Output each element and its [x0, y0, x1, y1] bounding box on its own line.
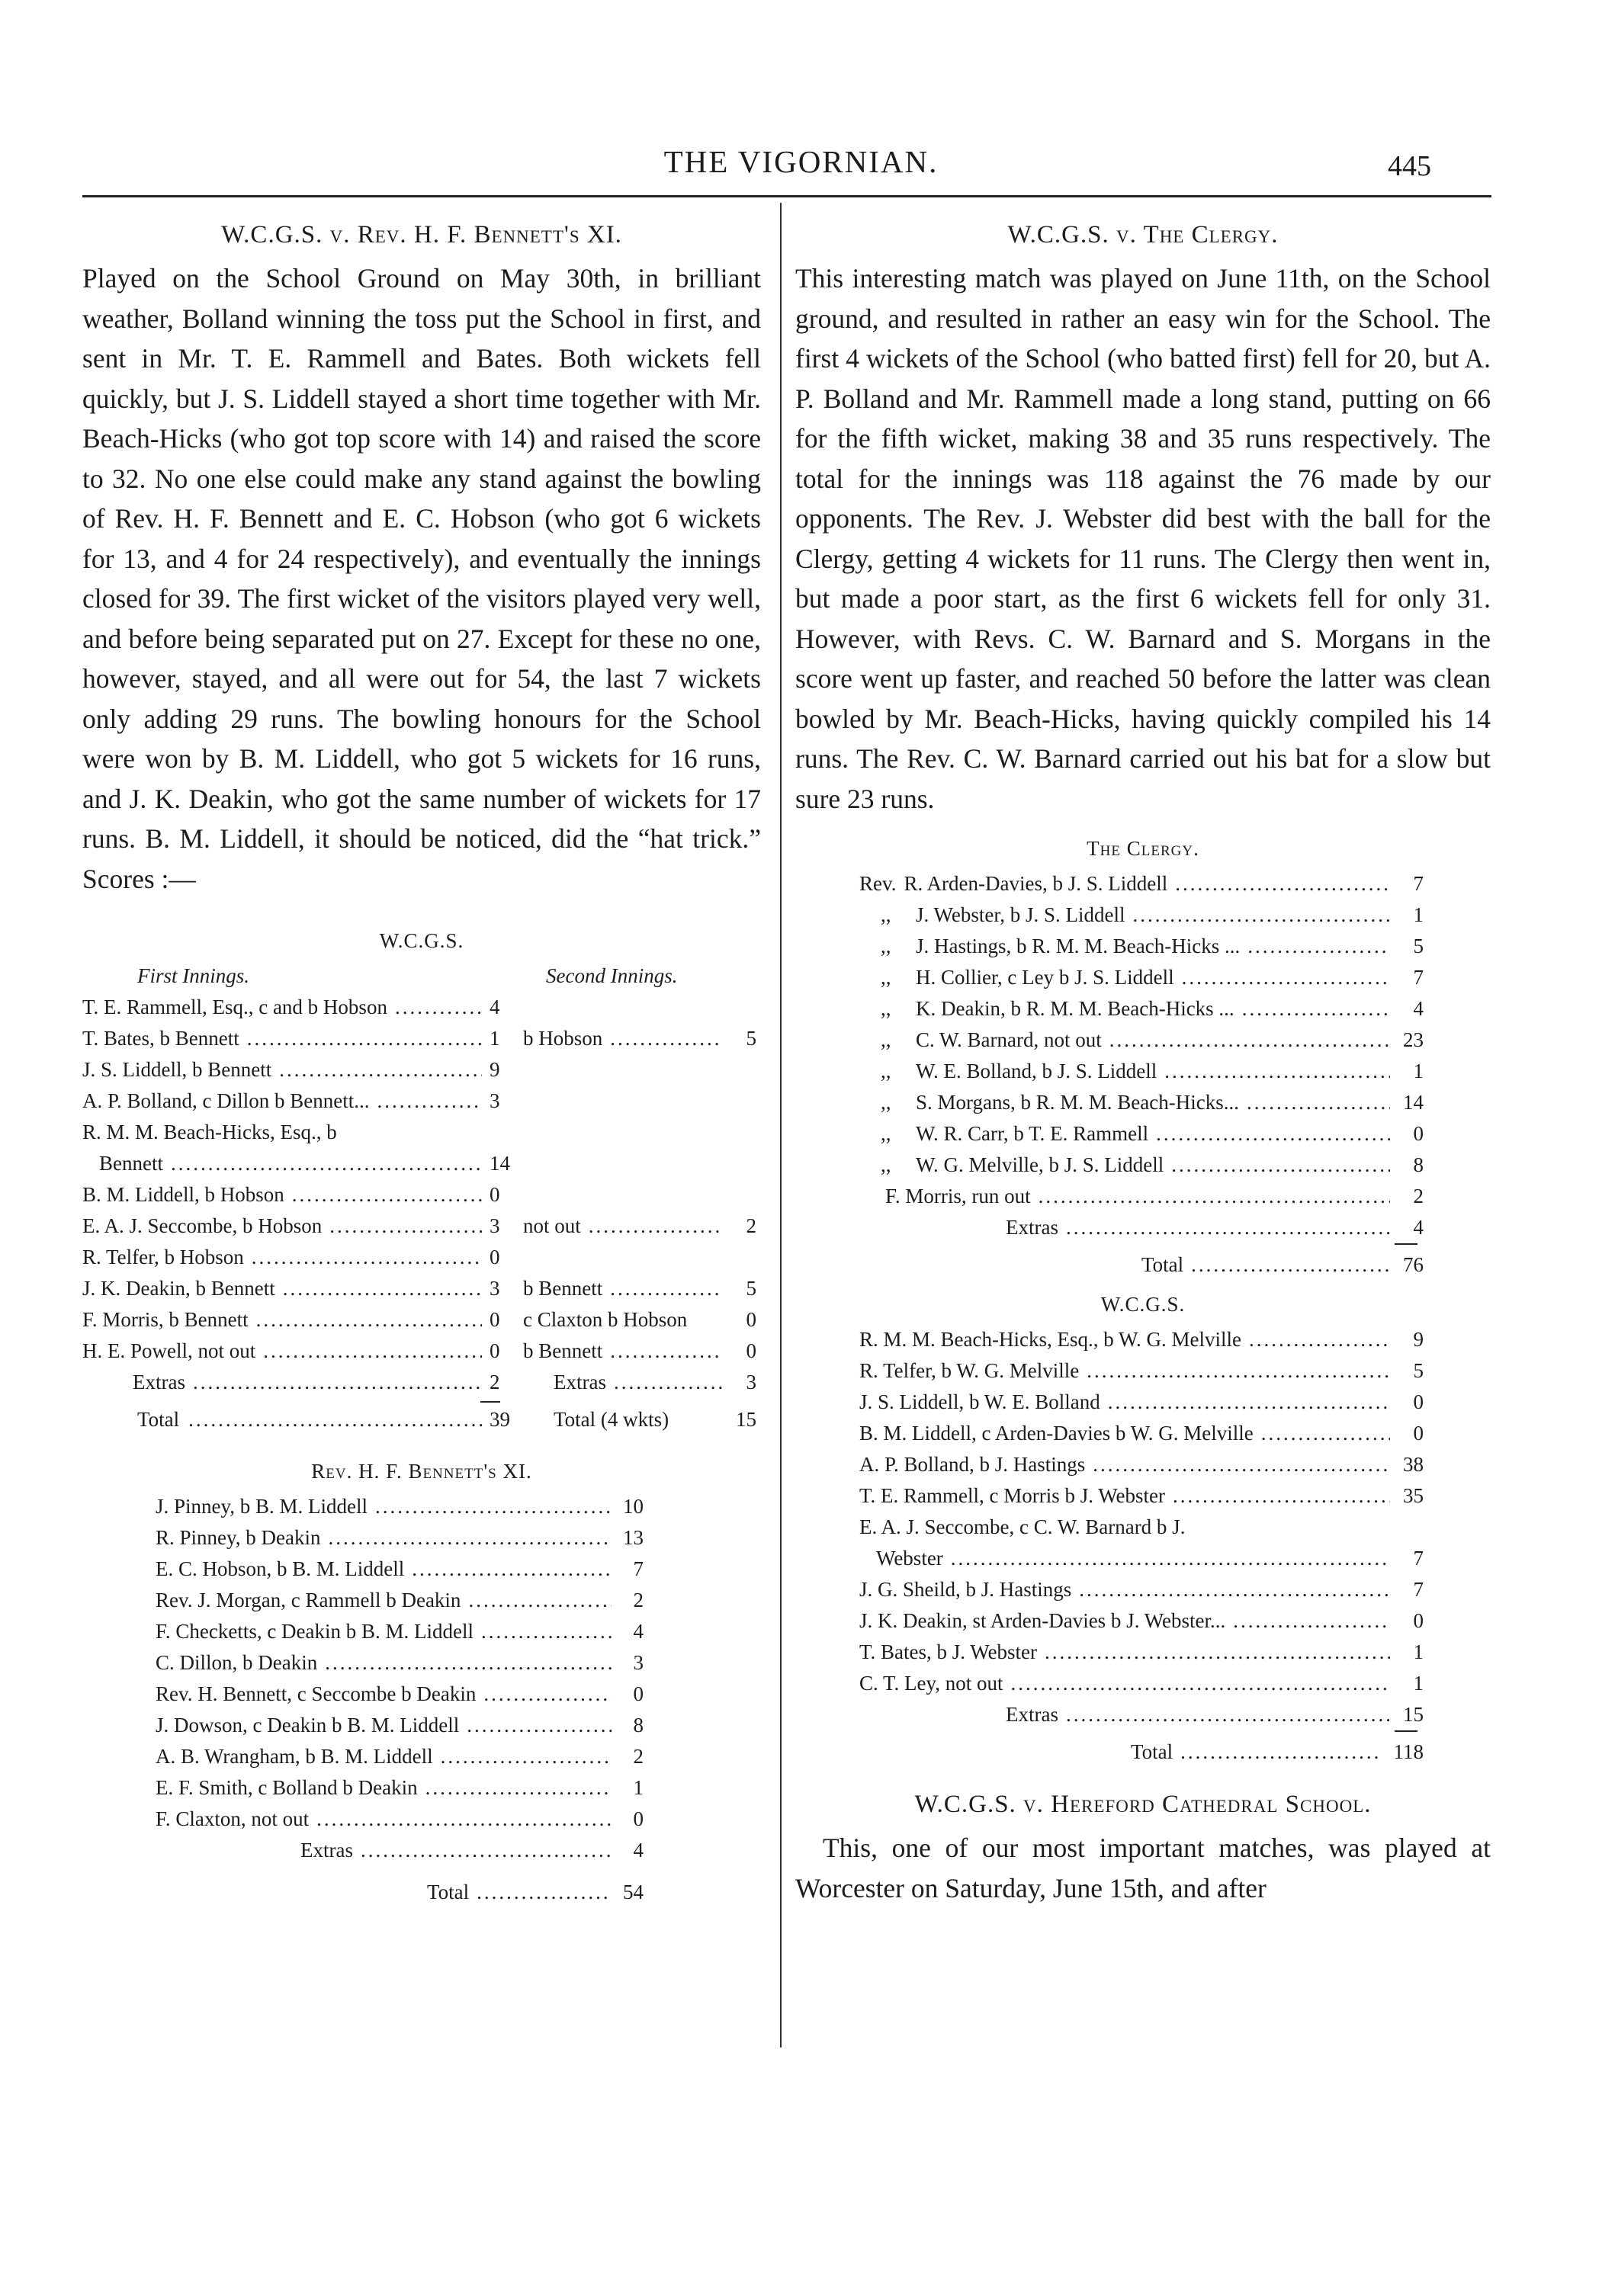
table-row [859, 1118, 1424, 1150]
first-runs [482, 1117, 523, 1148]
first-innings-cell [82, 1304, 482, 1336]
leader-dots [943, 1543, 1390, 1574]
table-row [859, 1387, 1424, 1418]
leader-dots [1148, 1118, 1390, 1150]
table-row [156, 1522, 644, 1554]
row-runs: 7 [633, 1557, 644, 1580]
leader-dots [1174, 962, 1390, 993]
first-innings-cell [82, 1211, 482, 1242]
row-name: A. B. Wrangham, b B. M. Liddell [156, 1745, 433, 1768]
row-prefix: Rev. [859, 872, 897, 895]
scorecard-title-bennett: Rev. H. F. Bennett's XI. [311, 1460, 532, 1483]
row-name: W. E. Bolland, b J. S. Liddell [916, 1060, 1157, 1082]
row-runs: 10 [623, 1495, 644, 1518]
leader-dots [1071, 1574, 1390, 1605]
leader-dots [244, 1242, 482, 1273]
first-runs: 3 [490, 1214, 500, 1237]
table-row [859, 1512, 1424, 1543]
clergy-extras-row [859, 1212, 1424, 1243]
second-runs [723, 1179, 756, 1211]
second-runs [723, 1242, 756, 1273]
leader-dots [1100, 1387, 1390, 1418]
batsman-second: b Bennett [523, 1277, 603, 1300]
first-runs: 2 [490, 1371, 500, 1393]
extras-value: 4 [633, 1839, 644, 1861]
first-innings-cell [82, 1273, 482, 1304]
first-runs: 3 [490, 1277, 500, 1300]
row-name: C. T. Ley, not out [859, 1672, 1003, 1695]
table-row [156, 1647, 644, 1679]
first-innings-cell [82, 992, 482, 1023]
total-value: 54 [623, 1881, 644, 1903]
row-runs: 5 [1413, 935, 1424, 957]
match-heading-hereford: W.C.G.S. v. Hereford Cathedral School. [914, 1791, 1372, 1818]
first-runs: 0 [490, 1183, 500, 1206]
table-row [859, 868, 1424, 899]
total-second: 15 [736, 1408, 756, 1431]
row-runs: 38 [1403, 1453, 1424, 1476]
wcgs-total-row [82, 1404, 761, 1435]
batsman-first: B. M. Liddell, b Hobson [82, 1183, 284, 1206]
row-runs: 7 [1413, 1547, 1424, 1570]
second-runs [723, 1054, 756, 1085]
batsman-first: E. A. J. Seccombe, b Hobson [82, 1214, 323, 1237]
leader-dots [1003, 1668, 1391, 1699]
table-row [156, 1804, 644, 1835]
row-name: K. Deakin, b R. M. M. Beach-Hicks ... [916, 997, 1234, 1020]
table-row [859, 1480, 1424, 1512]
scorecard-title-wcgs: W.C.G.S. [379, 929, 464, 952]
leader-dots [284, 1179, 482, 1211]
leader-dots [255, 1336, 482, 1367]
column-divider [780, 203, 782, 2047]
first-innings-label: First Innings. [137, 964, 250, 987]
leader-dots [369, 1085, 482, 1117]
header-rule [82, 195, 1491, 197]
row-name: F. Claxton, not out [156, 1807, 310, 1830]
scorecard-wcgs-innings [82, 960, 761, 1435]
innings-labels [82, 960, 761, 992]
row-runs: 9 [1413, 1328, 1424, 1351]
second-runs [723, 1085, 756, 1117]
extras-label: Extras [300, 1839, 353, 1861]
row-name: F. Checketts, c Deakin b B. M. Liddell [156, 1620, 474, 1643]
second-runs: 3 [746, 1371, 756, 1393]
second-innings-cell [523, 1336, 723, 1367]
leader-dots [476, 1679, 612, 1710]
batsman-first: A. P. Bolland, c Dillon b Bennett... [82, 1089, 370, 1112]
row-runs: 8 [633, 1714, 644, 1736]
second-runs: 5 [746, 1277, 756, 1300]
row-name: Rev. H. Bennett, c Seccombe b Deakin [156, 1682, 477, 1705]
match-report-bennett: Played on the School Ground on May 30th, in brilliant weather, Bolland winning the toss put the School in first, and sent in Mr. T. E. Rammell and Bates. Both wickets fell quickly, but J. S. Liddell stayed a short time together with Mr. Beach-Hicks (who got top score with 14) and raised the score to 32. No one else could make any stand against the bowling of Rev. H. F. Bennett and E. C. Hobson (who got 6 wickets for 13, and 4 for 24 respectively), and eventually the innings closed for 39. The first wicket of the visitors played very well, and before being separated put on 27. Except for these no one, however, stayed, and all were out for 54, the last 7 wickets only adding 29 runs. The bowling honours for the School were won by B. M. Liddell, who got 5 wickets for 16 runs, and J. K. Deakin, who got the same number of wickets for 17 runs. B. M. Liddell, it should be noticed, did the “hat trick.” Scores :— [82, 263, 761, 894]
table-row [859, 1449, 1424, 1480]
wcgs2-rows [859, 1324, 1424, 1699]
leader-dots [1031, 1181, 1390, 1212]
row-runs: 4 [1413, 997, 1424, 1020]
row-runs: 35 [1403, 1484, 1424, 1507]
leader-dots [1239, 1087, 1390, 1118]
leader-dots [322, 1211, 482, 1242]
leader-dots [1241, 1324, 1390, 1355]
row-runs: 0 [633, 1682, 644, 1705]
second-innings-cell [523, 992, 723, 1023]
table-row [156, 1554, 644, 1585]
table-row [859, 1087, 1424, 1118]
batsman-second: c Claxton b Hobson [523, 1308, 688, 1331]
leader-dots [185, 1367, 482, 1398]
row-name: Webster [876, 1547, 943, 1570]
second-runs: 0 [746, 1339, 756, 1362]
row-runs: 0 [1413, 1609, 1424, 1632]
match-heading-clergy: W.C.G.S. v. The Clergy. [1007, 221, 1279, 249]
leader-dots [602, 1023, 723, 1054]
row-name: A. P. Bolland, b J. Hastings [859, 1453, 1086, 1476]
row-prefix: ,, [881, 1028, 891, 1051]
row-runs: 1 [1413, 903, 1424, 926]
second-runs [723, 1148, 756, 1179]
right-column [795, 212, 1491, 1908]
row-runs: 14 [1403, 1091, 1424, 1114]
second-innings-cell [523, 1211, 723, 1242]
row-name: J. Hastings, b R. M. M. Beach-Hicks ... [916, 935, 1241, 957]
left-column [82, 212, 761, 1908]
row-name: B. M. Liddell, c Arden-Davies b W. G. Melville [859, 1422, 1254, 1445]
leader-dots [1254, 1418, 1390, 1449]
table-row [156, 1679, 644, 1710]
second-innings-cell [523, 1148, 723, 1179]
row-runs: 5 [1413, 1359, 1424, 1382]
first-runs: 14 [490, 1152, 510, 1175]
row-runs: 0 [1413, 1422, 1424, 1445]
table-row [156, 1585, 644, 1616]
second-innings-cell [523, 1085, 723, 1117]
row-prefix: ,, [881, 903, 891, 926]
first-innings-cell [82, 1054, 482, 1085]
table-row [859, 993, 1424, 1025]
table-row [859, 1574, 1424, 1605]
second-innings-label: Second Innings. [546, 964, 678, 987]
row-name: J. Dowson, c Deakin b B. M. Liddell [156, 1714, 460, 1736]
total-first: 39 [490, 1408, 510, 1431]
leader-dots [1157, 1056, 1390, 1087]
page-number: 445 [1388, 150, 1431, 182]
row-name: C. W. Barnard, not out [916, 1028, 1102, 1051]
second-runs [723, 992, 756, 1023]
row-runs: 1 [1413, 1640, 1424, 1663]
table-row [859, 1056, 1424, 1087]
row-name: W. G. Melville, b J. S. Liddell [916, 1153, 1164, 1176]
batsman-first: J. K. Deakin, b Bennett [82, 1277, 275, 1300]
table-row [859, 1181, 1424, 1212]
row-prefix: ,, [881, 1060, 891, 1082]
row-runs: 7 [1413, 872, 1424, 895]
table-row [82, 1117, 761, 1148]
bennett-extras-row [156, 1835, 644, 1866]
total-rule [1395, 1730, 1417, 1732]
table-row [859, 1637, 1424, 1668]
second-runs: 5 [746, 1027, 756, 1050]
batsman-first: F. Morris, b Bennett [82, 1308, 249, 1331]
leader-dots [418, 1772, 612, 1804]
first-runs: 0 [490, 1246, 500, 1268]
leader-dots [1102, 1025, 1390, 1056]
leader-dots [1167, 868, 1390, 899]
table-row [859, 1150, 1424, 1181]
clergy-rows [859, 868, 1424, 1212]
batsman-first: R. M. M. Beach-Hicks, Esq., b [82, 1121, 337, 1143]
row-name: Rev. J. Morgan, c Rammell b Deakin [156, 1589, 461, 1611]
running-header-title: THE VIGORNIAN. [663, 144, 939, 179]
row-name: E. F. Smith, c Bolland b Deakin [156, 1776, 418, 1799]
first-runs: 3 [490, 1089, 500, 1112]
total-label: Total [137, 1408, 180, 1431]
table-row [859, 1543, 1424, 1574]
batsman-first: T. Bates, b Bennett [82, 1027, 239, 1050]
second-innings-cell [523, 1054, 723, 1085]
row-name: R. Pinney, b Deakin [156, 1526, 321, 1549]
row-name: T. Bates, b J. Webster [859, 1640, 1038, 1663]
table-row [859, 1324, 1424, 1355]
row-runs: 3 [633, 1651, 644, 1674]
row-name: R. Arden-Davies, b J. S. Liddell [904, 872, 1168, 895]
total-rule [1395, 1243, 1417, 1245]
leader-dots [1234, 993, 1390, 1025]
row-name: E. A. J. Seccombe, c C. W. Barnard b J. [859, 1515, 1186, 1538]
table-row [156, 1616, 644, 1647]
table-row [156, 1772, 644, 1804]
row-name: R. M. M. Beach-Hicks, Esq., b W. G. Melville [859, 1328, 1241, 1351]
batsman-first: Bennett [99, 1152, 163, 1175]
row-runs: 1 [1413, 1672, 1424, 1695]
match-report-hereford: This, one of our most important matches, was played at Worcester on Saturday, June 15th, and after [795, 1833, 1491, 1903]
total-label: Total [1131, 1740, 1173, 1763]
first-runs: 0 [490, 1308, 500, 1331]
total-second-label: Total (4 wkts) [554, 1408, 669, 1431]
first-innings-cell [82, 1242, 482, 1273]
table-row [156, 1491, 644, 1522]
total-label: Total [1141, 1253, 1184, 1276]
scorecard-clergy [795, 868, 1424, 1281]
first-runs: 0 [490, 1339, 500, 1362]
batsman-first: R. Telfer, b Hobson [82, 1246, 244, 1268]
leader-dots [1037, 1637, 1390, 1668]
row-prefix: ,, [881, 935, 891, 957]
row-runs: 1 [1413, 1060, 1424, 1082]
leader-dots [1164, 1150, 1390, 1181]
row-runs: 8 [1413, 1153, 1424, 1176]
scorecard-title-wcgs2: W.C.G.S. [1100, 1293, 1186, 1316]
extras-value: 15 [1403, 1703, 1424, 1726]
wcgs-innings-rows [82, 992, 761, 1398]
row-runs: 7 [1413, 966, 1424, 989]
leader-dots [309, 1804, 612, 1835]
table-row [859, 1605, 1424, 1637]
batsman-first: Extras [133, 1371, 185, 1393]
second-innings-cell [523, 1117, 723, 1148]
table-row [82, 1023, 761, 1054]
total-value: 118 [1393, 1740, 1424, 1763]
table-row [82, 1273, 761, 1304]
table-row [82, 1242, 761, 1273]
row-name: T. E. Rammell, c Morris b J. Webster [859, 1484, 1166, 1507]
scorecard-bennett [82, 1491, 644, 1908]
first-runs: 9 [490, 1058, 500, 1081]
leader-dots [433, 1741, 612, 1772]
row-name: H. Collier, c Ley b J. S. Liddell [916, 966, 1174, 989]
row-runs: 2 [633, 1745, 644, 1768]
batsman-second: Extras [554, 1371, 606, 1393]
first-runs: 1 [490, 1027, 500, 1050]
table-row [859, 931, 1424, 962]
leader-dots [474, 1616, 612, 1647]
second-innings-cell [523, 1242, 723, 1273]
second-innings-cell [523, 1023, 723, 1054]
row-runs: 2 [633, 1589, 644, 1611]
wcgs2-total-row [859, 1736, 1424, 1768]
total-label: Total [427, 1881, 470, 1903]
row-prefix: ,, [881, 1122, 891, 1145]
row-runs: 0 [633, 1807, 644, 1830]
table-row [82, 992, 761, 1023]
scorecard-wcgs2 [795, 1324, 1424, 1768]
leader-dots [387, 992, 482, 1023]
table-row [82, 1148, 761, 1179]
row-name: R. Telfer, b W. G. Melville [859, 1359, 1080, 1382]
first-innings-cell [82, 1367, 482, 1398]
batsman-first: T. E. Rammell, Esq., c and b Hobson [82, 996, 387, 1018]
second-innings-cell [523, 1367, 723, 1398]
batsman-second: b Hobson [523, 1027, 603, 1050]
second-innings-cell [523, 1304, 723, 1336]
second-runs: 0 [746, 1308, 756, 1331]
leader-dots [404, 1554, 612, 1585]
scorecard-title-clergy: The Clergy. [1087, 837, 1199, 860]
leader-dots [249, 1304, 482, 1336]
leader-dots [1165, 1480, 1390, 1512]
row-name: J. G. Sheild, b J. Hastings [859, 1578, 1072, 1601]
clergy-total-row [859, 1249, 1424, 1281]
table-row [82, 1304, 761, 1336]
table-row [859, 1668, 1424, 1699]
table-row [82, 1179, 761, 1211]
row-name: J. Webster, b J. S. Liddell [916, 903, 1125, 926]
row-name: J. Pinney, b B. M. Liddell [156, 1495, 368, 1518]
leader-dots [602, 1273, 723, 1304]
leader-dots [239, 1023, 482, 1054]
second-innings-cell [523, 1273, 723, 1304]
batsman-first: H. E. Powell, not out [82, 1339, 256, 1362]
first-innings-cell [82, 1117, 482, 1148]
table-row [859, 1355, 1424, 1387]
table-row [82, 1054, 761, 1085]
first-innings-cell [82, 1023, 482, 1054]
bennett-rows [156, 1491, 644, 1835]
second-runs: 2 [746, 1214, 756, 1237]
table-row [859, 1418, 1424, 1449]
leader-dots [271, 1054, 482, 1085]
table-row [82, 1367, 761, 1398]
first-innings-cell [82, 1179, 482, 1211]
leader-dots [275, 1273, 482, 1304]
row-runs: 7 [1413, 1578, 1424, 1601]
wcgs2-extras-row [859, 1699, 1424, 1730]
row-prefix: ,, [881, 966, 891, 989]
table-row [156, 1710, 644, 1741]
row-prefix: ,, [881, 1153, 891, 1176]
extras-label: Extras [1006, 1216, 1058, 1239]
leader-dots [368, 1491, 612, 1522]
row-runs: 13 [623, 1526, 644, 1549]
row-runs: 0 [1413, 1390, 1424, 1413]
extras-label: Extras [1006, 1703, 1058, 1726]
row-runs: 1 [633, 1776, 644, 1799]
row-runs: 4 [633, 1620, 644, 1643]
table-row [859, 962, 1424, 993]
leader-dots [1085, 1449, 1390, 1480]
first-innings-cell [82, 1148, 482, 1179]
table-row [82, 1336, 761, 1367]
leader-dots [461, 1585, 612, 1616]
leader-dots [1225, 1605, 1390, 1637]
batsman-second: b Bennett [523, 1339, 603, 1362]
batsman-second: not out [523, 1214, 581, 1237]
leader-dots [1125, 899, 1390, 931]
leader-dots [163, 1148, 482, 1179]
row-name: S. Morgans, b R. M. M. Beach-Hicks... [916, 1091, 1239, 1114]
leader-dots [320, 1522, 612, 1554]
match-report-clergy: This interesting match was played on June 11th, on the School ground, and resulted in rather an easy win for the School. The first 4 wickets of the School (who batted first) fell for 20, but A. P. Bolland and Mr. Rammell made a long stand, putting on 66 for the fifth wicket, making 38 and 35 runs respectively. The total for the innings was 118 against the 76 made by our opponents. The Rev. J. Webster did best with the ball for the Clergy, getting 4 wickets for 11 runs. The Clergy then went in, but made a poor start, as the first 6 wickets fell for only 31. However, with Revs. C. W. Barnard and S. Morgans in the score went up faster, and reached 50 before the latter was clean bowled by Mr. Beach-Hicks, having quickly compiled his 14 runs. The Rev. C. W. Barnard carried out his bat for a slow but sure 23 runs. [795, 263, 1491, 814]
row-name: E. C. Hobson, b B. M. Liddell [156, 1557, 405, 1580]
row-name: J. S. Liddell, b W. E. Bolland [859, 1390, 1100, 1413]
row-name: C. Dillon, b Deakin [156, 1651, 318, 1674]
table-row [156, 1741, 644, 1772]
first-innings-cell [82, 1336, 482, 1367]
extras-value: 4 [1413, 1216, 1424, 1239]
row-runs: 2 [1413, 1185, 1424, 1207]
second-runs [723, 1117, 756, 1148]
table-row [82, 1211, 761, 1242]
table-row [859, 899, 1424, 931]
row-name: J. K. Deakin, st Arden-Davies b J. Webster... [859, 1609, 1226, 1632]
match-heading-bennett: W.C.G.S. v. Rev. H. F. Bennett's XI. [221, 221, 622, 249]
bennett-total-row [156, 1877, 644, 1908]
leader-dots [1240, 931, 1390, 962]
second-innings-cell [523, 1179, 723, 1211]
total-value: 76 [1403, 1253, 1424, 1276]
row-prefix: ,, [881, 1091, 891, 1114]
leader-dots [317, 1647, 612, 1679]
leader-dots [459, 1710, 612, 1741]
leader-dots [602, 1336, 723, 1367]
row-runs: 0 [1413, 1122, 1424, 1145]
total-rule [480, 1401, 500, 1403]
row-prefix: ,, [881, 997, 891, 1020]
leader-dots [1079, 1355, 1390, 1387]
first-innings-cell [82, 1085, 482, 1117]
leader-dots [606, 1367, 723, 1398]
table-row [82, 1085, 761, 1117]
row-name: F. Morris, run out [885, 1185, 1031, 1207]
table-row [859, 1025, 1424, 1056]
row-runs: 23 [1403, 1028, 1424, 1051]
first-runs: 4 [490, 996, 500, 1018]
leader-dots [581, 1211, 723, 1242]
row-name: W. R. Carr, b T. E. Rammell [916, 1122, 1149, 1145]
batsman-first: J. S. Liddell, b Bennett [82, 1058, 272, 1081]
